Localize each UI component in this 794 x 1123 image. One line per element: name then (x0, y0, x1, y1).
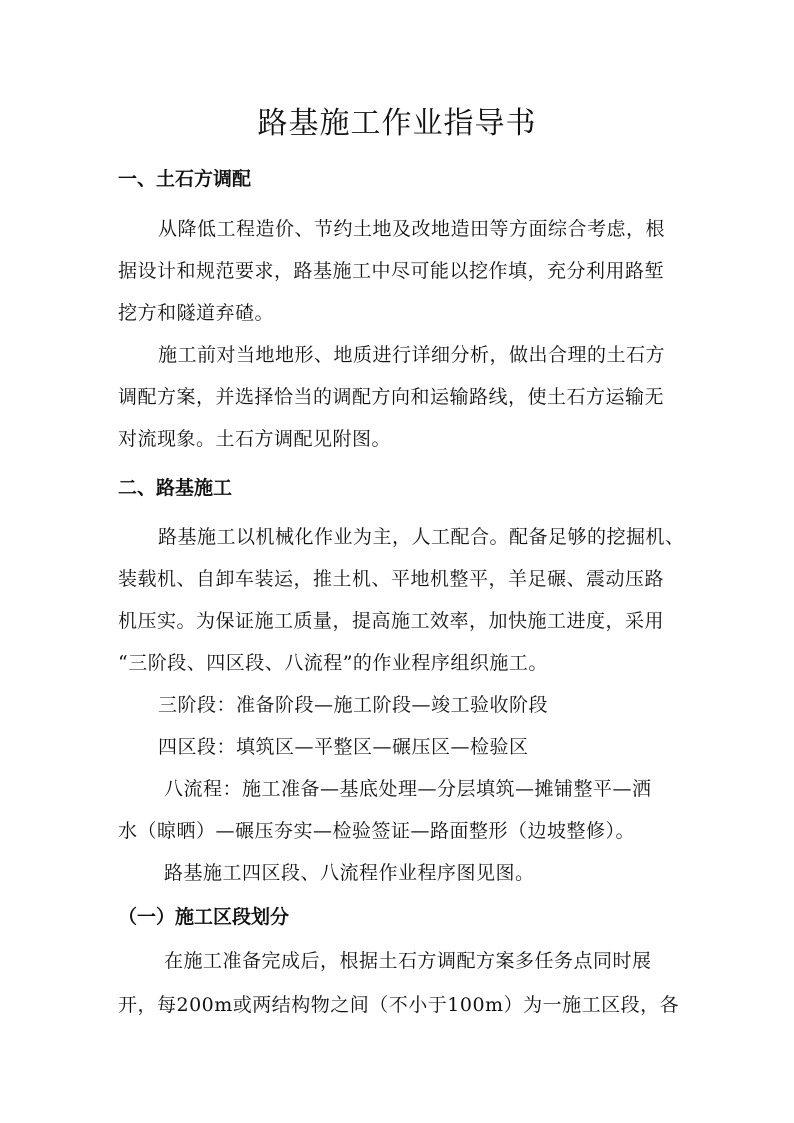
paragraph-line: 开，每200m或两结构物之间（不小于100m）为一施工区段，各 (118, 994, 680, 1016)
paragraph-line: 据设计和规范要求，路基施工中尽可能以挖作填，充分利用路堑 (118, 260, 665, 282)
paragraph-line: 三阶段：准备阶段—施工阶段—竣工验收阶段 (158, 694, 549, 716)
paragraph-line: “三阶段、四区段、八流程”的作业程序组织施工。 (118, 652, 548, 674)
section-heading-1: 一、土石方调配 (118, 168, 252, 190)
paragraph-line: 四区段：填筑区—平整区—碾压区—检验区 (158, 736, 529, 758)
paragraph-line: 路基施工四区段、八流程作业程序图见图。 (164, 862, 535, 884)
paragraph-line: 调配方案，并选择恰当的调配方向和运输路线，使土石方运输无 (118, 386, 665, 408)
paragraph-line: 从降低工程造价、节约土地及改地造田等方面综合考虑，根 (158, 218, 666, 240)
section-heading-2: 二、路基施工 (118, 477, 233, 499)
paragraph-line: 机压实。为保证施工质量，提高施工效率，加快施工进度，采用 (118, 610, 665, 632)
paragraph-line: 施工前对当地地形、地质进行详细分析，做出合理的土石方 (158, 344, 666, 366)
paragraph-line: 路基施工以机械化作业为主，人工配合。配备足够的挖掘机、 (158, 526, 685, 548)
paragraph-line: 装载机、自卸车装运，推土机、平地机整平，羊足碾、震动压路 (118, 568, 665, 590)
paragraph-line: 水（晾晒）—碾压夯实—检验签证—路面整形（边坡整修）。 (118, 820, 636, 842)
paragraph-line: 在施工准备完成后，根据土石方调配方案多任务点同时展 (164, 950, 652, 972)
page-title: 路基施工作业指导书 (257, 106, 537, 141)
subsection-heading-1: （一）施工区段划分 (118, 906, 290, 928)
paragraph-line: 对流现象。土石方调配见附图。 (118, 428, 392, 450)
paragraph-line: 挖方和隧道弃碴。 (118, 302, 275, 324)
paragraph-line: 八流程：施工准备—基底处理—分层填筑—摊铺整平—洒 (164, 778, 652, 800)
